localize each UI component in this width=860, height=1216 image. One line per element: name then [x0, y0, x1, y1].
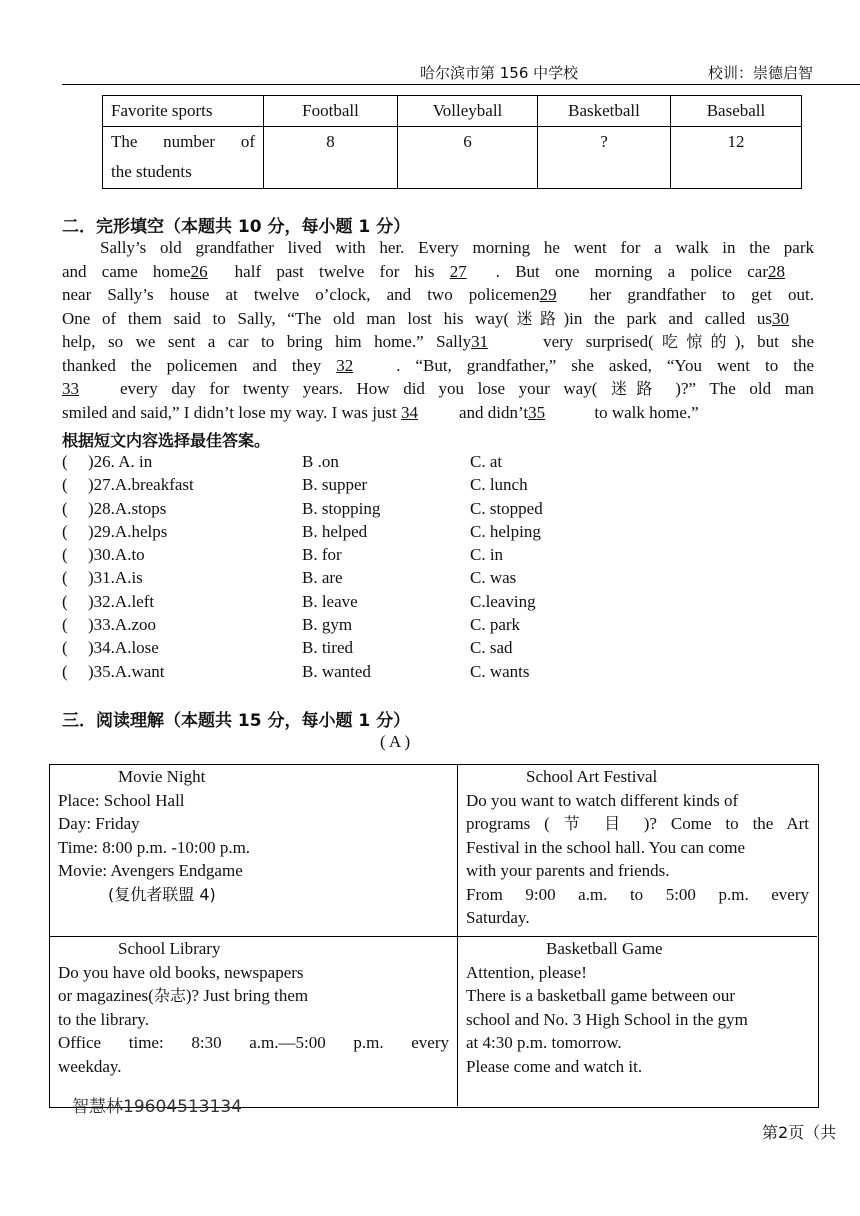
notice-line: Place: School Hall [58, 790, 185, 810]
option-b: B. leave [302, 591, 358, 611]
option-b: B. tired [302, 638, 353, 658]
answer-paren[interactable]: ( [62, 661, 68, 681]
question-row [62, 497, 622, 520]
option-b: B. for [302, 545, 342, 565]
notice-line: school and No. 3 High School in the gym [466, 1009, 748, 1029]
table-header-cell: Favorite sports [103, 96, 264, 127]
blank-33[interactable]: 33 [62, 379, 79, 398]
passage-text: to walk home.” [590, 402, 699, 422]
answer-paren[interactable]: ( [62, 615, 68, 635]
notice-line: Day: Friday [58, 814, 140, 833]
option-b: B. stopping [302, 498, 381, 518]
notice-line: From 9:00 a.m. to 5:00 p.m. every [466, 884, 809, 904]
notice-text: )? Just bring them [185, 986, 309, 1005]
passage-gloss: 迷路 [509, 308, 564, 328]
notice-line: at 4:30 p.m. tomorrow. [466, 1033, 622, 1052]
passage-text: One of them said to Sally, “The old man lost his way( [62, 308, 510, 328]
question-row [62, 613, 622, 636]
passage-text: half past twelve for his [234, 261, 450, 281]
passage-line [62, 260, 814, 284]
notice-line: Do you want to watch different kinds of [466, 790, 739, 810]
option-c: C.leaving [470, 591, 536, 611]
passage-text: smiled and said,” I didn’t lose my way. I was just [62, 402, 402, 422]
question-option-a: )26. A. in [88, 452, 153, 471]
table-cell: 6 [398, 127, 538, 189]
notice-art-festival [458, 765, 817, 937]
question-row [62, 660, 622, 683]
question-option-a: )29.A.helps [88, 521, 168, 541]
cloze-instruction: 根据短文内容选择最佳答案。 [62, 431, 271, 450]
question-row [62, 473, 622, 496]
header-school-name: 哈尔滨市第 156 中学校 [420, 64, 579, 82]
notice-title: School Library [118, 939, 221, 958]
notice-line: Saturday. [466, 908, 530, 927]
blank-30[interactable]: 30 [772, 308, 789, 328]
question-option-a: )31.A.is [88, 568, 143, 588]
answer-paren[interactable]: ( [62, 591, 68, 611]
question-option-a: )35.A.want [88, 661, 165, 681]
blank-31[interactable]: 31 [471, 332, 489, 351]
option-c: C. was [470, 568, 517, 588]
option-b: B. wanted [302, 661, 371, 681]
answer-paren[interactable]: ( [62, 638, 68, 658]
passage-line [62, 377, 814, 401]
answer-paren[interactable]: ( [62, 545, 68, 565]
page-number: 第2页（共 [762, 1123, 837, 1142]
option-c: C. in [470, 545, 504, 565]
option-b: B. supper [302, 475, 368, 495]
option-b: B. helped [302, 521, 368, 541]
notice-line: Movie: Avengers Endgame [58, 861, 243, 880]
question-row [62, 450, 622, 473]
option-c: C. sad [470, 638, 513, 658]
option-c: C. park [470, 615, 521, 635]
notice-school-library [50, 937, 458, 1106]
notice-title: Basketball Game [546, 939, 663, 958]
passage-text: near Sally’s house at twelve o’clock, and two policemen [62, 285, 540, 304]
notice-line: to the library. [58, 1009, 149, 1029]
answer-paren[interactable]: ( [62, 475, 68, 495]
passage-line [62, 401, 814, 425]
notice-line: weekday. [58, 1056, 122, 1076]
option-b: B. are [302, 568, 343, 588]
notice-line: Please come and watch it. [466, 1056, 643, 1076]
section-heading-cloze: 二．完形填空（本题共 10 分，每小题 1 分） [62, 217, 411, 237]
notice-line: There is a basketball game between our [466, 986, 736, 1005]
cloze-options-list [62, 450, 622, 683]
section-heading-reading: 三．阅读理解（本题共 15 分，每小题 1 分） [62, 711, 411, 731]
passage-text: ), but she [734, 332, 814, 351]
option-c: C. stopped [470, 498, 543, 518]
passage-text: every day for twenty years. How did you lose your way( [120, 379, 611, 398]
cloze-passage [62, 236, 814, 424]
question-option-a: )27.A.breakfast [88, 475, 194, 495]
option-b: B. gym [302, 615, 353, 635]
row-label-line: The number of [111, 132, 255, 151]
favorite-sports-table [102, 95, 802, 189]
answer-paren[interactable]: ( [62, 521, 68, 541]
table-cell: 12 [671, 127, 802, 189]
passage-text: Sally’s old grandfather lived with her. Every morning he went for a walk in the park [100, 238, 814, 257]
passage-gloss: 迷路 [610, 379, 662, 398]
part-label: ( A ) [380, 732, 411, 751]
passage-text: . “But, grandfather,” she asked, “You went to the [396, 355, 814, 375]
notice-line: with your parents and friends. [466, 861, 670, 880]
passage-text: )in the park and called us [563, 308, 772, 328]
notice-line [58, 984, 449, 1008]
table-header-cell: Football [264, 96, 398, 127]
passage-text: )?” The old man [661, 379, 814, 398]
notice-line: Time: 8:00 p.m. -10:00 p.m. [58, 837, 251, 857]
passage-line [62, 283, 814, 307]
passage-line [62, 236, 814, 260]
question-option-a: )28.A.stops [88, 498, 167, 518]
header-divider [62, 84, 860, 85]
passage-text: . But one morning a police car [495, 261, 768, 281]
notice-line: Office time: 8:30 a.m.—5:00 p.m. every [58, 1033, 449, 1052]
answer-paren[interactable]: ( [62, 452, 68, 471]
notice-line [466, 812, 809, 836]
notice-line: Attention, please! [466, 962, 587, 982]
blank-28[interactable]: 28 [767, 261, 785, 281]
header-school-motto: 校训：崇德启智 [708, 64, 814, 82]
blank-26[interactable]: 26 [190, 261, 208, 281]
blank-32[interactable]: 32 [336, 355, 354, 375]
table-cell: ? [538, 127, 671, 189]
notice-basketball-game [458, 937, 817, 1106]
notice-text: or magazines( [58, 986, 154, 1005]
question-option-a: )33.A.zoo [88, 615, 156, 635]
question-option-a: )30.A.to [88, 545, 145, 565]
table-header-cell: Volleyball [398, 96, 538, 127]
row-label-line: the students [111, 162, 192, 181]
passage-text: thanked the policemen and they [62, 355, 337, 375]
table-row-label [103, 127, 264, 189]
question-option-a: )32.A.left [88, 591, 155, 611]
passage-text: help, so we sent a car to bring him home.” Sally [62, 332, 472, 351]
answer-paren[interactable]: ( [62, 498, 68, 518]
table-header-row [103, 96, 802, 127]
option-c: C. lunch [470, 475, 528, 495]
passage-text: and didn’t [459, 402, 529, 422]
notice-line: (复仇者联盟 4) [108, 884, 216, 904]
passage-text: and came home [62, 261, 191, 281]
passage-gloss: 吃惊的 [653, 332, 735, 351]
table-header-cell: Basketball [538, 96, 671, 127]
question-row [62, 543, 622, 566]
notice-title: School Art Festival [526, 767, 658, 786]
blank-29[interactable]: 29 [539, 285, 557, 304]
option-c: C. at [470, 452, 503, 471]
watermark-text: 智慧林19604513134 [72, 1097, 242, 1117]
question-row [62, 566, 622, 589]
notice-movie-night [50, 765, 458, 937]
question-option-a: )34.A.lose [88, 638, 159, 658]
table-header-cell: Baseball [671, 96, 802, 127]
passage-line [62, 354, 814, 378]
notice-title: Movie Night [118, 767, 206, 786]
option-c: C. wants [470, 661, 530, 681]
passage-text: very surprised( [543, 332, 654, 351]
answer-paren[interactable]: ( [62, 568, 68, 588]
passage-line [62, 307, 814, 331]
passage-line [62, 330, 814, 354]
table-cell: 8 [264, 127, 398, 189]
question-row [62, 590, 622, 613]
blank-34[interactable]: 34 [401, 402, 419, 422]
notice-gloss: 杂志 [153, 986, 186, 1005]
notice-grid [49, 764, 819, 1108]
notice-line: Festival in the school hall. You can come [466, 837, 746, 857]
notice-text: )? Come to the Art [629, 814, 809, 833]
blank-27[interactable]: 27 [449, 261, 467, 281]
notice-text: programs ( [466, 814, 564, 833]
option-c: C. helping [470, 521, 541, 541]
blank-35[interactable]: 35 [528, 402, 546, 422]
question-row [62, 636, 622, 659]
table-row [103, 127, 802, 189]
question-row [62, 520, 622, 543]
option-b: B .on [302, 452, 339, 471]
notice-gloss: 节 目 [563, 814, 630, 833]
passage-text: her grandfather to get out. [589, 285, 814, 304]
notice-line: Do you have old books, newspapers [58, 962, 304, 982]
